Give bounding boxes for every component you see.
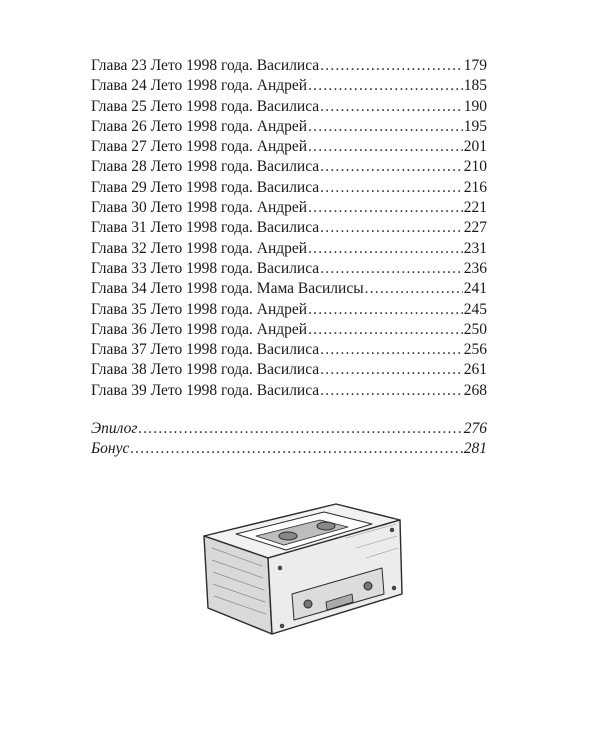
toc-entry — [91, 97, 487, 117]
dot-leader — [308, 117, 463, 137]
toc-entry — [91, 340, 487, 360]
toc-entry-title: Глава 27 Лето 1998 года. Андрей — [91, 138, 308, 156]
extras-list — [91, 419, 487, 460]
dot-leader — [320, 218, 463, 238]
toc-entry — [91, 76, 487, 96]
toc-entry-page: 261 — [463, 361, 487, 379]
toc-entry-page: 276 — [463, 420, 487, 438]
toc-entry-title: Глава 30 Лето 1998 года. Андрей — [91, 199, 308, 217]
toc-entry-title: Глава 37 Лето 1998 года. Василиса — [91, 341, 320, 359]
toc-entry-page: 241 — [463, 280, 487, 298]
toc-entry-page: 185 — [463, 77, 487, 95]
dot-leader — [365, 279, 463, 299]
dot-leader — [320, 97, 463, 117]
toc-entry-page: 245 — [463, 300, 487, 318]
dot-leader — [308, 239, 463, 259]
toc-entry — [91, 320, 487, 340]
toc-entry-title: Глава 26 Лето 1998 года. Андрей — [91, 117, 308, 135]
toc-entry-page: 236 — [463, 259, 487, 277]
toc-entry-title: Глава 31 Лето 1998 года. Василиса — [91, 219, 320, 237]
toc-entry — [91, 239, 487, 259]
dot-leader — [308, 198, 463, 218]
dot-leader — [320, 259, 463, 279]
toc-entry-page: 250 — [463, 320, 487, 338]
dot-leader — [320, 340, 463, 360]
toc-entry-title: Глава 28 Лето 1998 года. Василиса — [91, 158, 320, 176]
toc-entry-page: 179 — [463, 57, 487, 74]
dot-leader — [130, 439, 462, 459]
section-gap — [91, 401, 487, 419]
toc-entry-page: 210 — [463, 158, 487, 176]
toc-entry-title: Глава 33 Лето 1998 года. Василиса — [91, 259, 320, 277]
dot-leader — [320, 56, 463, 76]
toc-entry-title: Глава 24 Лето 1998 года. Андрей — [91, 77, 308, 95]
toc-entry-page: 231 — [463, 239, 487, 257]
toc-entry-title: Эпилог — [91, 420, 138, 438]
toc-entry — [91, 198, 487, 218]
toc-entry — [91, 218, 487, 238]
toc-entry — [91, 56, 487, 76]
dot-leader — [308, 137, 463, 157]
dot-leader — [320, 381, 463, 401]
toc-entry — [91, 279, 487, 299]
toc-entry — [91, 259, 487, 279]
toc-entry — [91, 300, 487, 320]
toc-entry-title: Бонус — [91, 440, 130, 458]
toc-entry — [91, 419, 487, 439]
toc-entry-page: 221 — [463, 199, 487, 217]
toc-entry-title: Глава 36 Лето 1998 года. Андрей — [91, 320, 308, 338]
toc-entry-page: 281 — [463, 440, 487, 458]
dot-leader — [138, 419, 462, 439]
toc-entry-page: 216 — [463, 178, 487, 196]
toc-entry-title: Глава 38 Лето 1998 года. Василиса — [91, 361, 320, 379]
dot-leader — [320, 360, 463, 380]
toc-entry-page: 227 — [463, 219, 487, 237]
chapter-list — [91, 56, 487, 401]
toc-entry — [91, 439, 487, 459]
toc-entry-title: Глава 39 Лето 1998 года. Василиса — [91, 381, 320, 399]
toc-entry — [91, 157, 487, 177]
toc-entry-title: Глава 32 Лето 1998 года. Андрей — [91, 239, 308, 257]
toc-entry-page: 201 — [463, 138, 487, 156]
toc-entry — [91, 117, 487, 137]
toc-entry-page: 190 — [463, 97, 487, 115]
toc-entry — [91, 137, 487, 157]
dot-leader — [308, 76, 463, 96]
toc-entry-title: Глава 35 Лето 1998 года. Андрей — [91, 300, 308, 318]
toc-entry-title: Глава 23 Лето 1998 года. Василиса — [91, 57, 320, 74]
toc-entry-page: 268 — [463, 381, 487, 399]
toc-entry-title: Глава 29 Лето 1998 года. Василиса — [91, 178, 320, 196]
dot-leader — [320, 178, 463, 198]
table-of-contents — [91, 56, 487, 460]
toc-entry — [91, 381, 487, 401]
toc-entry-page: 195 — [463, 117, 487, 135]
cassette-tape-icon — [196, 498, 406, 638]
toc-entry-title: Глава 34 Лето 1998 года. Мама Василисы — [91, 280, 364, 298]
dot-leader — [308, 320, 463, 340]
toc-entry — [91, 360, 487, 380]
toc-entry — [91, 178, 487, 198]
toc-entry-page: 256 — [463, 341, 487, 359]
toc-entry-title: Глава 25 Лето 1998 года. Василиса — [91, 97, 320, 115]
dot-leader — [308, 300, 463, 320]
dot-leader — [320, 157, 463, 177]
